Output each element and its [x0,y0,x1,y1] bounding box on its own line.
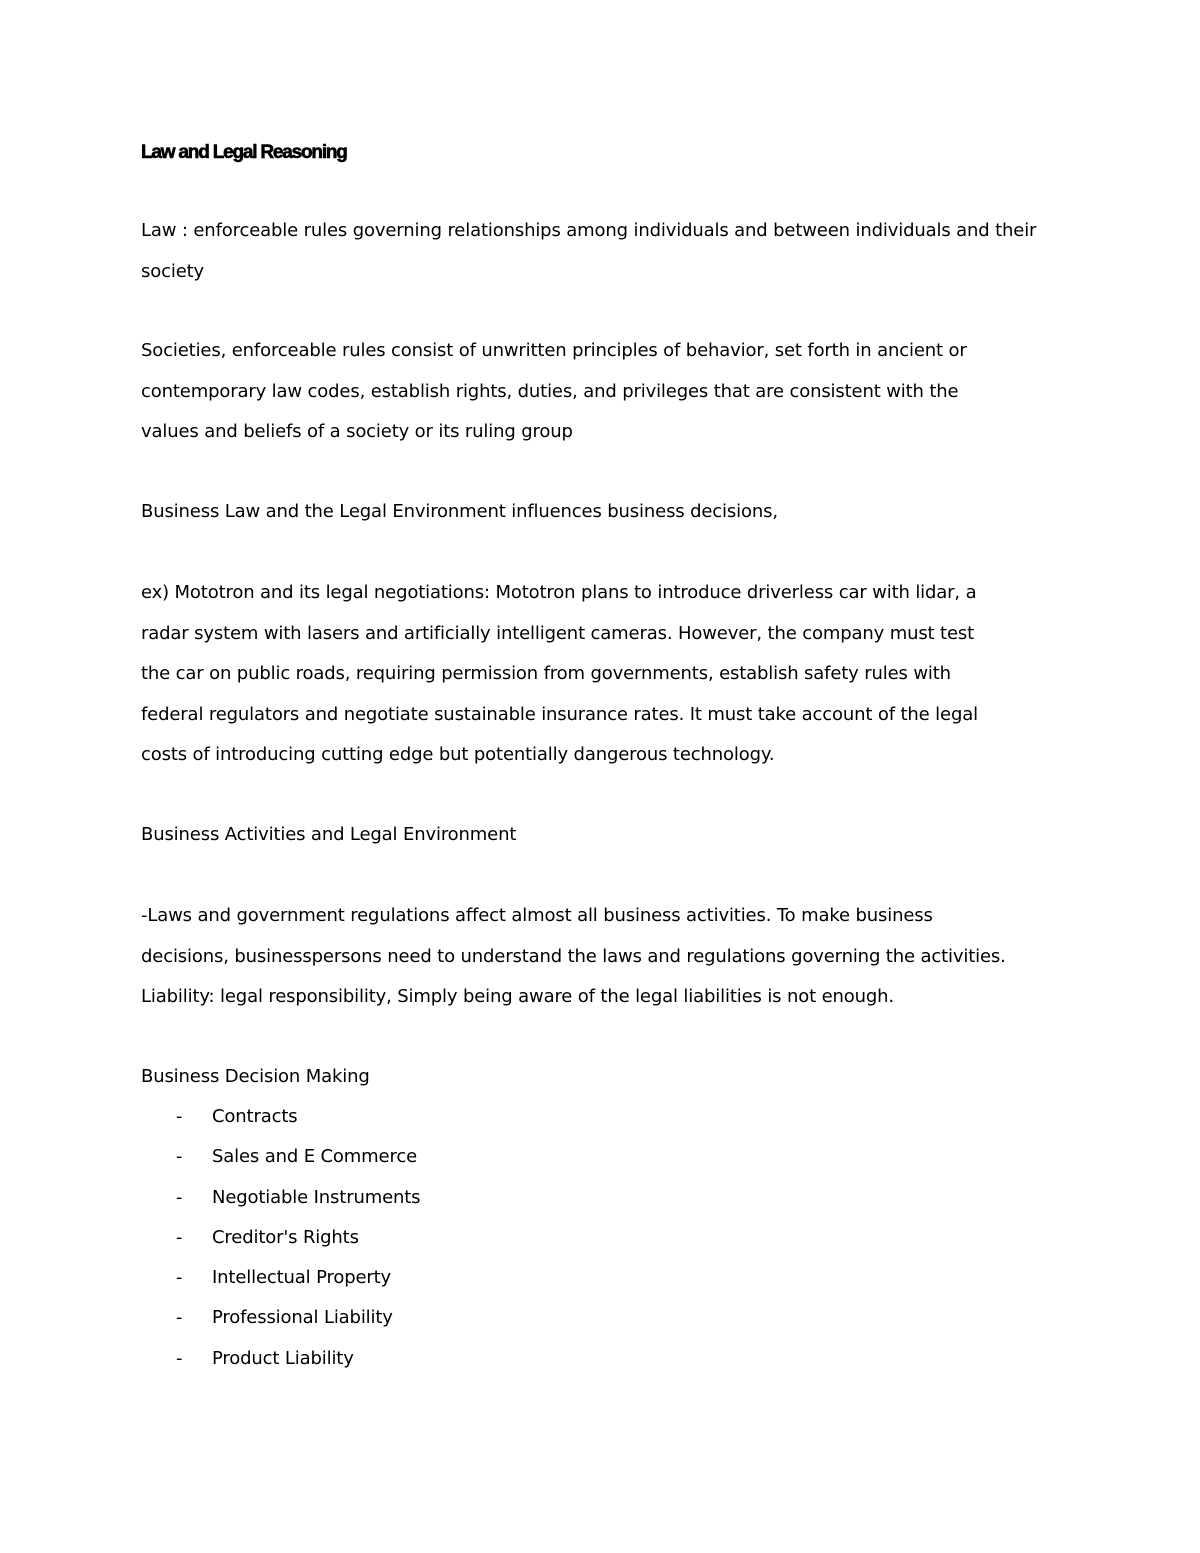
list-item [141,1298,420,1338]
section-heading-business-activities [141,815,1081,856]
bullet-dash: - [176,1106,183,1127]
text-line: Business Activities and Legal Environment [141,824,517,845]
list-item-label: Professional Liability [212,1307,393,1329]
bullet-dash: - [176,1226,183,1248]
text-line: the car on public roads, requiring permission from governments, establish safety rules with [141,663,951,684]
list-item [141,1178,420,1218]
text-line: Law : enforceable rules governing relationships among individuals and between individuals and their [141,220,1037,241]
paragraph-societies [141,331,1081,453]
decision-making-list [141,1097,420,1379]
list-item [141,1218,420,1258]
text-line: values and beliefs of a society or its ruling group [141,421,573,442]
list-item [141,1137,420,1177]
text-line: ex) Mototron and its legal negotiations: Mototron plans to introduce driverless car with lidar, a [141,582,977,603]
bullet-dash: - [176,1267,183,1289]
list-item-label: Intellectual Property [212,1267,392,1289]
text-line: decisions, businesspersons need to understand the laws and regulations governing the activities. [141,945,1006,967]
text-line: Business Law and the Legal Environment influences business decisions, [141,501,778,522]
bullet-dash: - [176,1146,183,1168]
list-item-label: Contracts [212,1106,298,1127]
paragraph-mototron-example [141,573,1081,776]
list-item [141,1258,420,1298]
list-item-label: Negotiable Instruments [212,1186,421,1208]
paragraph-law-definition [141,211,1081,292]
list-item-label: Product Liability [212,1347,354,1369]
text-line: Societies, enforceable rules consist of unwritten principles of behavior, set forth in ancient or [141,340,967,361]
list-item-label: Creditor's Rights [212,1226,359,1248]
text-line: contemporary law codes, establish rights, duties, and privileges that are consistent with the [141,380,959,402]
bullet-dash: - [176,1186,183,1208]
text-line: Liability: legal responsibility, Simply being aware of the legal liabilities is not enough. [141,986,894,1007]
text-line: -Laws and government regulations affect almost all business activities. To make business [141,905,933,926]
list-item [141,1097,420,1137]
bullet-dash: - [176,1347,183,1369]
bullet-dash: - [176,1307,183,1329]
list-item [141,1339,420,1379]
document-title: Law and Legal Reasoning [141,142,347,163]
list-item-label: Sales and E Commerce [212,1146,418,1168]
text-line: Business Decision Making [141,1066,370,1087]
text-line: society [141,260,205,282]
text-line: federal regulators and negotiate sustainable insurance rates. It must take account of the legal [141,703,978,725]
paragraph-regulations [141,896,1081,1018]
text-line: costs of introducing cutting edge but potentially dangerous technology. [141,744,775,765]
paragraph-business-law [141,492,1081,533]
text-line: radar system with lasers and artificially intelligent cameras. However, the company must test [141,622,975,644]
section-heading-decision-making [141,1057,1081,1098]
